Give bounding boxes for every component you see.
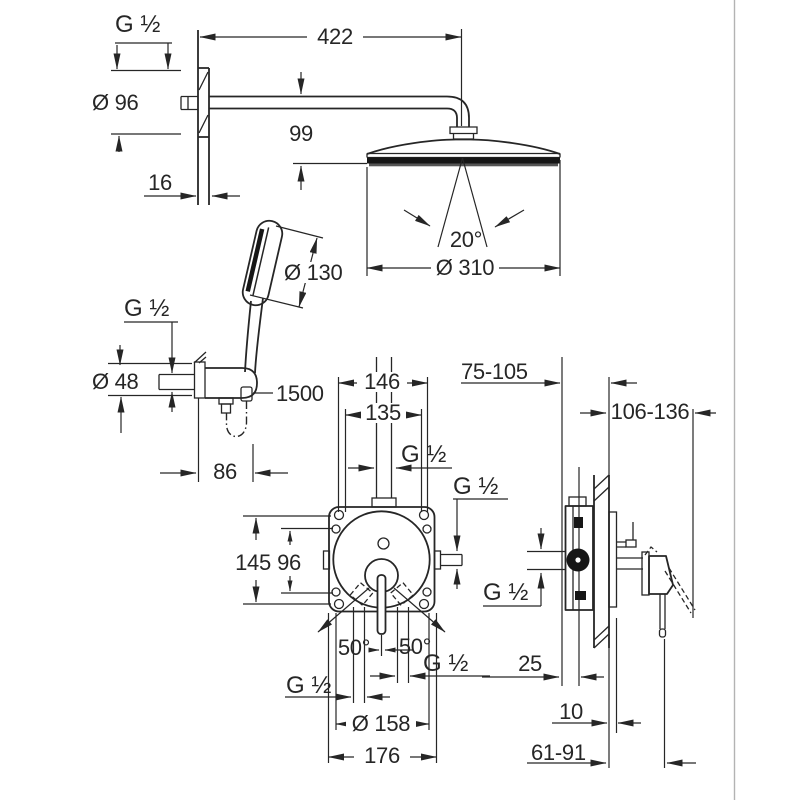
handle-lever-front bbox=[378, 575, 386, 634]
dim-box-front-offset: 25 bbox=[518, 651, 542, 676]
dim-handle-projection: 61-91 bbox=[531, 740, 586, 765]
thread-label-inlet: G ½ bbox=[483, 579, 529, 606]
dim-arm-projection: 422 bbox=[317, 24, 353, 49]
dim-bolt-circle: Ø 158 bbox=[351, 711, 411, 736]
spray-face-band bbox=[369, 164, 558, 167]
dim-depth-range-box: 75-105 bbox=[461, 359, 528, 384]
dim-fixing-height-inner: 96 bbox=[277, 550, 301, 575]
dim-outlet-angle-right: 50° bbox=[398, 634, 432, 659]
thread-label-port-bl: G ½ bbox=[286, 672, 332, 699]
dim-fixing-width-outer: 146 bbox=[364, 369, 400, 394]
dim-flange-thickness: 16 bbox=[148, 170, 172, 195]
dim-box-width: 176 bbox=[364, 743, 400, 768]
thread-label-arm: G ½ bbox=[115, 11, 161, 38]
thread-label-holder: G ½ bbox=[124, 295, 170, 322]
dim-wall-thickness: 10 bbox=[559, 699, 583, 724]
dim-fixing-width-inner: 135 bbox=[365, 400, 401, 425]
dim-hose-length: 1500 bbox=[276, 381, 324, 406]
dim-holder-projection: 86 bbox=[213, 459, 237, 484]
thread-label-top-port: G ½ bbox=[401, 441, 447, 468]
dim-holder-diameter: Ø 48 bbox=[92, 369, 139, 394]
thread-label-port-br: G ½ bbox=[423, 650, 469, 677]
dim-spray-angle: 20° bbox=[449, 227, 483, 252]
dim-flange-diameter: Ø 96 bbox=[92, 90, 139, 115]
dim-hand-shower-diameter: Ø 130 bbox=[284, 260, 343, 285]
dim-head-drop: 99 bbox=[289, 121, 313, 146]
dim-fixing-height-outer: 145 bbox=[235, 550, 271, 575]
dim-head-diameter: Ø 310 bbox=[435, 255, 495, 280]
dim-depth-range-total: 106-136 bbox=[610, 399, 690, 424]
thread-label-side-port: G ½ bbox=[453, 473, 499, 500]
dim-outlet-angle-left: 50° bbox=[337, 635, 371, 660]
